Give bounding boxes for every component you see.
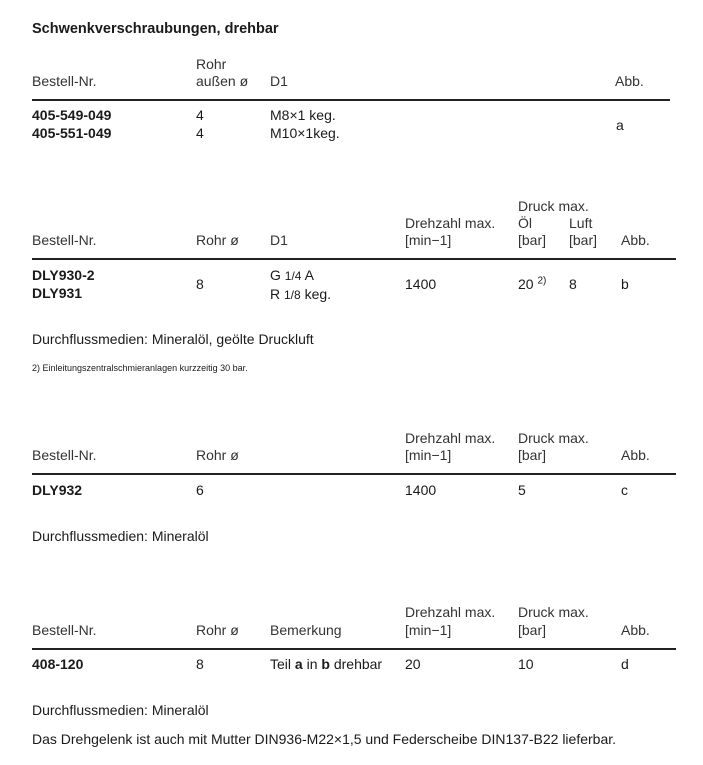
druck-value: 10	[518, 656, 534, 672]
bemerkung-value: Teil a in b drehbar	[270, 656, 383, 672]
header-druck-unit: [bar]	[518, 447, 547, 463]
flow-media-text: Durchflussmedien: Mineralöl	[32, 528, 209, 544]
header-druck: Druck max.	[518, 604, 589, 620]
table2-rule	[32, 258, 676, 260]
table3-rule	[32, 473, 676, 475]
table1-rule	[32, 99, 670, 101]
abb-value: c	[621, 482, 628, 498]
header-drehzahl-unit: [min−1]	[405, 232, 452, 248]
flow-media-text: Durchflussmedien: Mineralöl, geölte Druckluft	[32, 331, 314, 347]
header-abb: Abb.	[615, 73, 644, 89]
page-title: Schwenkverschraubungen, drehbar	[32, 21, 279, 37]
header-bemerkung: Bemerkung	[270, 622, 342, 638]
header-luft: Luft	[569, 215, 593, 231]
order-number: 405-551-049	[32, 125, 112, 141]
footnote-ref: 2)	[537, 275, 547, 287]
header-drehzahl: Drehzahl max.	[405, 215, 496, 231]
rohr-value: 8	[196, 276, 204, 292]
header-d1: D1	[270, 232, 288, 248]
header-oel: Öl	[518, 215, 532, 231]
drehzahl-value: 20	[405, 656, 421, 672]
header-drehzahl-unit: [min−1]	[405, 447, 452, 463]
d1-value: R 1/8 keg.	[270, 286, 332, 302]
drehzahl-value: 1400	[405, 482, 437, 498]
header-rohr: Rohr ø	[196, 447, 239, 463]
header-druck: Druck max.	[518, 430, 589, 446]
header-rohr-line2: außen ø	[196, 73, 249, 89]
header-abb: Abb.	[621, 447, 650, 463]
d1-value: G 1/4 A	[270, 267, 314, 283]
header-abb: Abb.	[621, 232, 650, 248]
header-drehzahl: Drehzahl max.	[405, 604, 496, 620]
header-bestell-nr: Bestell-Nr.	[32, 232, 97, 248]
druck-value: 5	[518, 482, 526, 498]
header-druck-unit: [bar]	[518, 622, 547, 638]
header-d1: D1	[270, 73, 288, 89]
header-drehzahl: Drehzahl max.	[405, 430, 496, 446]
oel-value: 20 $^{2)}$	[518, 275, 547, 292]
header-rohr: Rohr ø	[196, 622, 239, 638]
rohr-value: 6	[196, 482, 204, 498]
drehzahl-value: 1400	[405, 276, 437, 292]
header-druck: Druck max.	[518, 198, 589, 214]
d1-value: M10×1keg.	[270, 125, 340, 141]
order-number: 408-120	[32, 656, 84, 672]
abb-value: b	[621, 276, 629, 292]
flow-media-text: Durchflussmedien: Mineralöl	[32, 702, 209, 718]
footnote-text: 2) Einleitungszentralschmieranlagen kurzzeitig 30 bar.	[32, 363, 248, 373]
order-number: DLY930-2	[32, 267, 95, 283]
order-number: DLY931	[32, 285, 83, 301]
rohr-value: 8	[196, 656, 204, 672]
rohr-value: 4	[196, 107, 204, 123]
header-abb: Abb.	[621, 622, 650, 638]
order-number: 405-549-049	[32, 107, 112, 123]
header-luft-unit: [bar]	[569, 232, 598, 248]
d1-value: M8×1 keg.	[270, 107, 336, 123]
rohr-value: 4	[196, 125, 204, 141]
luft-value: 8	[569, 276, 577, 292]
availability-note: Das Drehgelenk ist auch mit Mutter DIN936-M22×1,5 und Federscheibe DIN137-B22 lieferbar.	[32, 731, 617, 747]
header-drehzahl-unit: [min−1]	[405, 622, 452, 638]
order-number: DLY932	[32, 482, 83, 498]
header-bestell-nr: Bestell-Nr.	[32, 622, 97, 638]
header-rohr-line1: Rohr	[196, 56, 227, 72]
table4-rule	[32, 648, 676, 650]
header-oel-unit: [bar]	[518, 232, 547, 248]
header-bestell-nr: Bestell-Nr.	[32, 447, 97, 463]
abb-value: a	[616, 117, 624, 133]
header-bestell-nr: Bestell-Nr.	[32, 73, 97, 89]
abb-value: d	[621, 656, 629, 672]
header-rohr: Rohr ø	[196, 232, 239, 248]
